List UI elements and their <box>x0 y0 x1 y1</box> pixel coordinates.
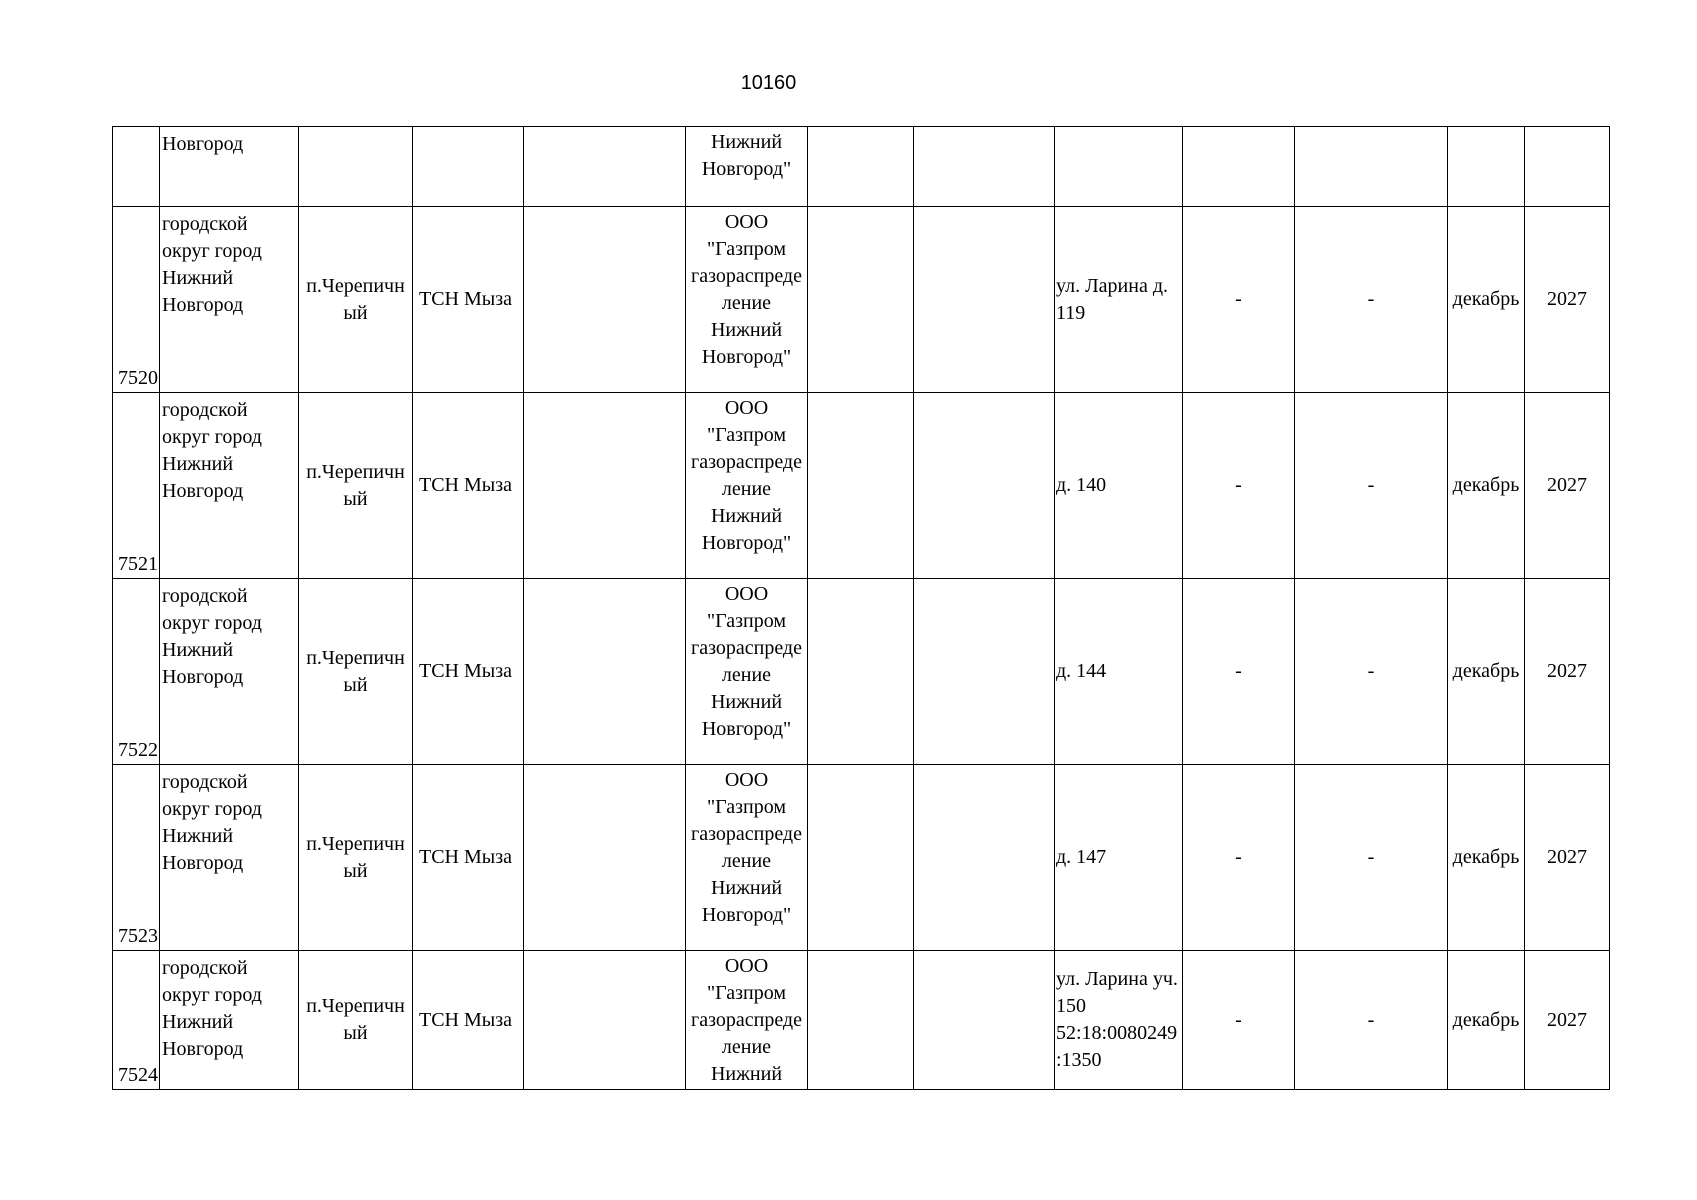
operator-line: ление <box>721 478 772 500</box>
cell-num <box>113 765 160 951</box>
dash-value: - <box>1235 474 1242 496</box>
operator-line: Нижний <box>710 505 783 527</box>
cell-settlement <box>299 127 413 207</box>
cell-organization <box>413 579 524 765</box>
cell-year <box>1525 951 1610 1090</box>
settlement-line: ый <box>343 1022 368 1044</box>
district-line: городской <box>162 771 248 793</box>
cell-settlement <box>299 207 413 393</box>
operator-line: "Газпром <box>707 238 786 260</box>
district-line: округ город <box>162 240 262 262</box>
cell-empty <box>914 207 1055 393</box>
cell-settlement <box>299 765 413 951</box>
operator-line: газораспреде <box>691 265 802 287</box>
organization-name: ТСН Мыза <box>419 846 512 868</box>
cell-col-a <box>1183 579 1295 765</box>
cell-year <box>1525 579 1610 765</box>
cell-year <box>1525 207 1610 393</box>
cell-col-b <box>1295 393 1448 579</box>
district-line: городской <box>162 399 248 421</box>
cell-empty <box>808 393 914 579</box>
row-number: 7523 <box>118 925 158 947</box>
cell-empty <box>524 951 686 1090</box>
district-line: Нижний <box>162 267 234 289</box>
cell-col-b <box>1295 127 1448 207</box>
district-line: городской <box>162 585 248 607</box>
settlement-line: п.Черепичн <box>306 646 405 669</box>
operator-line: ление <box>721 664 772 686</box>
cell-empty <box>524 393 686 579</box>
settlement-line: ый <box>343 487 368 510</box>
cell-num <box>113 393 160 579</box>
cell-address <box>1055 951 1183 1090</box>
organization-name: ТСН Мыза <box>419 288 512 310</box>
operator-line: ление <box>721 292 772 314</box>
dash-value: - <box>1367 288 1375 310</box>
dash-value: - <box>1235 288 1242 310</box>
dash-value: - <box>1367 660 1375 682</box>
operator-line: газораспреде <box>691 637 802 659</box>
row-number: 7520 <box>118 367 158 389</box>
district-line: городской <box>162 957 248 979</box>
cell-organization <box>413 765 524 951</box>
operator-line: Новгород" <box>701 904 792 926</box>
district-line: Новгород <box>162 666 244 688</box>
month-value: декабрь <box>1452 846 1520 868</box>
organization-name: ТСН Мыза <box>419 660 512 682</box>
cell-settlement <box>299 393 413 579</box>
page-number: 10160 <box>740 72 797 94</box>
operator-line: Новгород" <box>701 532 792 554</box>
cell-address <box>1055 579 1183 765</box>
cell-empty <box>914 579 1055 765</box>
operator-line: Новгород" <box>701 346 792 368</box>
dash-value: - <box>1367 846 1375 868</box>
operator-line: ООО <box>724 955 769 977</box>
cell-col-b <box>1295 207 1448 393</box>
cell-organization <box>413 207 524 393</box>
district-line: городской <box>162 213 248 235</box>
cell-col-b <box>1295 765 1448 951</box>
cell-settlement <box>299 951 413 1090</box>
address-line: д. 147 <box>1056 846 1107 868</box>
cell-district <box>160 127 299 207</box>
cell-address <box>1055 127 1183 207</box>
operator-line: ление <box>721 1036 772 1058</box>
table-row-continued <box>113 127 1610 207</box>
settlement-line: ый <box>343 859 368 882</box>
cell-month <box>1448 765 1525 951</box>
district-line: округ город <box>162 426 262 448</box>
operator-line: ООО <box>724 211 769 233</box>
cell-month <box>1448 579 1525 765</box>
operator-line: "Газпром <box>707 796 786 818</box>
cell-year <box>1525 393 1610 579</box>
dash-value: - <box>1367 474 1375 496</box>
district-line: Нижний <box>162 639 234 661</box>
district-line: Новгород <box>162 133 244 155</box>
cell-organization <box>413 127 524 207</box>
cell-empty <box>808 127 914 207</box>
operator-line: газораспреде <box>691 823 802 845</box>
cell-empty <box>914 951 1055 1090</box>
operator-line: Нижний <box>710 877 783 899</box>
cell-col-a <box>1183 951 1295 1090</box>
month-value: декабрь <box>1452 660 1520 682</box>
district-line: Новгород <box>162 1038 244 1060</box>
cell-empty <box>808 951 914 1090</box>
dash-value: - <box>1235 660 1242 682</box>
cell-month <box>1448 127 1525 207</box>
cell-empty <box>808 765 914 951</box>
cell-month <box>1448 951 1525 1090</box>
operator-line: газораспреде <box>691 451 802 473</box>
cell-col-b <box>1295 951 1448 1090</box>
cell-operator <box>686 951 808 1090</box>
address-line: ул. Ларина д. <box>1056 274 1169 297</box>
month-value: декабрь <box>1452 474 1520 496</box>
cell-organization <box>413 951 524 1090</box>
cell-year <box>1525 127 1610 207</box>
operator-line: ООО <box>724 397 769 419</box>
operator-line: Нижний <box>710 1063 783 1085</box>
table-row <box>113 765 1610 951</box>
cell-operator <box>686 579 808 765</box>
cell-settlement <box>299 579 413 765</box>
address-line: 52:18:0080249 <box>1056 1022 1178 1044</box>
operator-line: Новгород" <box>701 718 792 740</box>
operator-line: ООО <box>724 583 769 605</box>
cell-col-b <box>1295 579 1448 765</box>
district-line: Новгород <box>162 294 244 316</box>
settlement-line: п.Черепичн <box>306 832 405 855</box>
district-line: округ город <box>162 984 262 1006</box>
row-number: 7524 <box>118 1064 158 1086</box>
operator-line: Нижний <box>710 691 783 713</box>
cell-num <box>113 207 160 393</box>
cell-col-a <box>1183 127 1295 207</box>
cell-month <box>1448 207 1525 393</box>
operator-line: газораспреде <box>691 1009 802 1031</box>
settlement-line: п.Черепичн <box>306 274 405 297</box>
year-value: 2027 <box>1547 1008 1587 1031</box>
address-line: :1350 <box>1056 1049 1102 1071</box>
operator-line: "Газпром <box>707 982 786 1004</box>
cell-month <box>1448 393 1525 579</box>
table-row <box>113 207 1610 393</box>
address-line: д. 144 <box>1056 660 1107 682</box>
district-line: округ город <box>162 612 262 634</box>
operator-line: ООО <box>724 769 769 791</box>
operator-line: ление <box>721 850 772 872</box>
cell-district <box>160 951 299 1090</box>
month-value: декабрь <box>1452 288 1520 310</box>
settlement-line: ый <box>343 301 368 324</box>
district-line: Нижний <box>162 453 234 475</box>
cell-empty <box>524 765 686 951</box>
cell-district <box>160 393 299 579</box>
cell-year <box>1525 765 1610 951</box>
operator-line: "Газпром <box>707 424 786 446</box>
dash-value: - <box>1235 1008 1242 1031</box>
cell-col-a <box>1183 207 1295 393</box>
address-line: д. 140 <box>1056 474 1107 496</box>
dash-value: - <box>1367 1008 1375 1031</box>
cell-empty <box>808 207 914 393</box>
operator-line: Нижний <box>710 131 783 153</box>
address-line: 119 <box>1056 301 1086 324</box>
district-line: округ город <box>162 798 262 820</box>
cell-num <box>113 951 160 1090</box>
cell-district <box>160 579 299 765</box>
organization-name: ТСН Мыза <box>419 1008 512 1031</box>
table-row <box>113 579 1610 765</box>
year-value: 2027 <box>1547 846 1587 868</box>
organization-name: ТСН Мыза <box>419 474 512 496</box>
settlement-line: ый <box>343 673 368 696</box>
cell-empty <box>524 579 686 765</box>
settlement-line: п.Черепичн <box>306 995 405 1017</box>
cell-operator <box>686 765 808 951</box>
cell-empty <box>808 579 914 765</box>
cell-empty <box>914 127 1055 207</box>
cell-district <box>160 765 299 951</box>
gasification-schedule-table <box>112 126 1610 1090</box>
cell-num <box>113 127 160 207</box>
dash-value: - <box>1235 846 1242 868</box>
year-value: 2027 <box>1547 474 1587 496</box>
cell-address <box>1055 393 1183 579</box>
cell-empty <box>914 765 1055 951</box>
address-line: 150 <box>1056 995 1086 1017</box>
operator-line: Новгород" <box>701 158 792 180</box>
cell-empty <box>914 393 1055 579</box>
cell-operator <box>686 127 808 207</box>
cell-col-a <box>1183 393 1295 579</box>
operator-line: "Газпром <box>707 610 786 632</box>
year-value: 2027 <box>1547 288 1587 310</box>
table-row <box>113 393 1610 579</box>
cell-organization <box>413 393 524 579</box>
cell-address <box>1055 765 1183 951</box>
year-value: 2027 <box>1547 660 1587 682</box>
cell-col-a <box>1183 765 1295 951</box>
settlement-line: п.Черепичн <box>306 460 405 483</box>
cell-empty <box>524 127 686 207</box>
district-line: Нижний <box>162 1011 234 1033</box>
address-line: ул. Ларина уч. <box>1056 968 1178 990</box>
row-number: 7521 <box>118 553 158 575</box>
cell-empty <box>524 207 686 393</box>
district-line: Новгород <box>162 480 244 502</box>
cell-operator <box>686 393 808 579</box>
cell-operator <box>686 207 808 393</box>
operator-line: Нижний <box>710 319 783 341</box>
cell-address <box>1055 207 1183 393</box>
district-line: Нижний <box>162 825 234 847</box>
month-value: декабрь <box>1452 1008 1520 1031</box>
cell-num <box>113 579 160 765</box>
row-number: 7522 <box>118 739 158 761</box>
table-row <box>113 951 1610 1090</box>
cell-district <box>160 207 299 393</box>
district-line: Новгород <box>162 852 244 874</box>
